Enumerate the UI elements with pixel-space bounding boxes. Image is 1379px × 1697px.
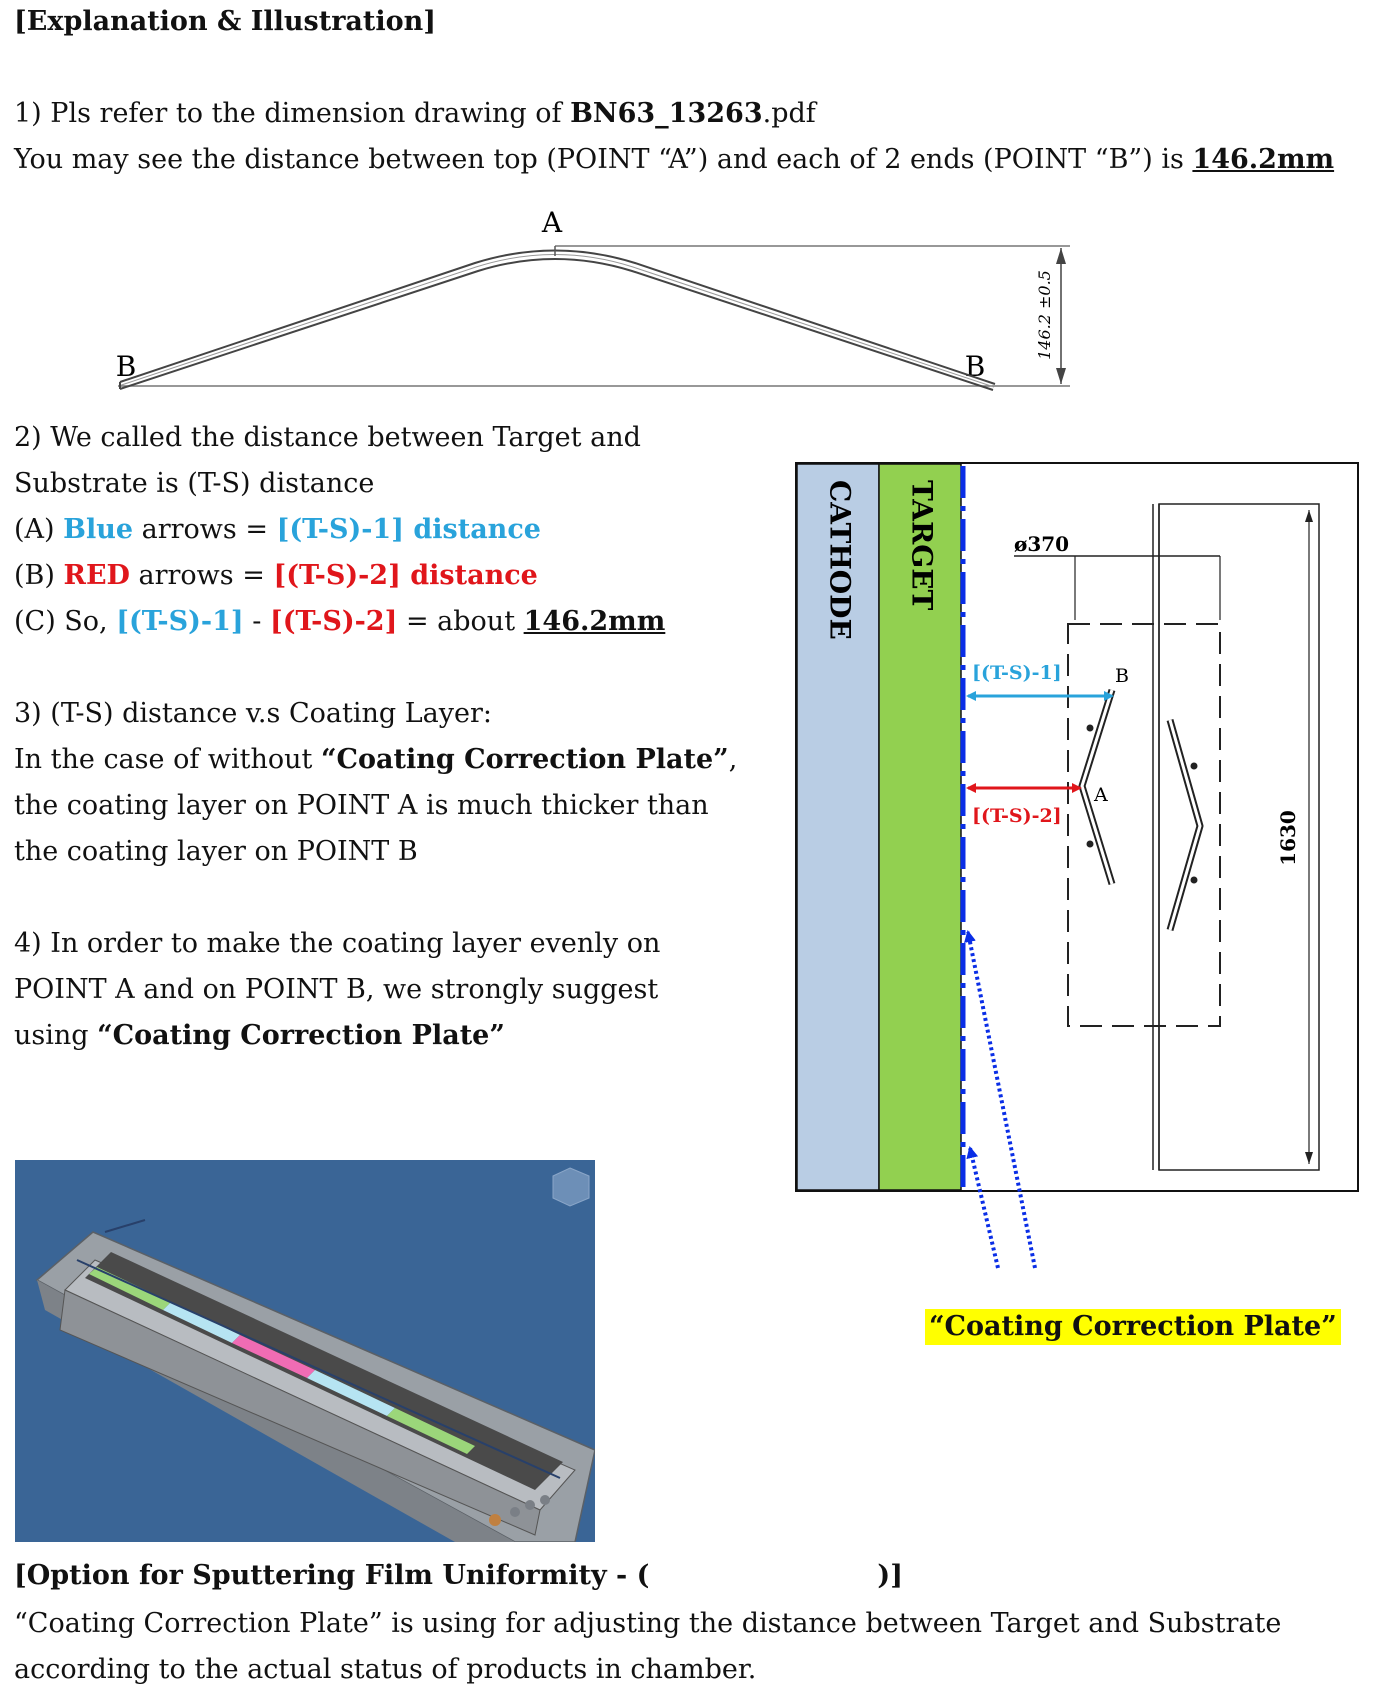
option-line2: according to the actual status of products in chamber.	[14, 1654, 757, 1685]
target-label: TARGET	[905, 480, 939, 611]
section2-item-b	[14, 560, 538, 592]
profile-drawing	[0, 200, 1379, 440]
item-b-term: [(T-S)-2] distance	[273, 560, 538, 591]
item-a-color-word: Blue	[63, 514, 134, 545]
section2-item-a	[14, 514, 541, 546]
section3-line2-suffix: ,	[728, 744, 738, 775]
section3-line4: the coating layer on POINT B	[14, 836, 418, 867]
item-c-term2: [(T-S)-2]	[269, 606, 398, 637]
cathode-3d-render	[15, 1160, 595, 1542]
section1-line2	[14, 144, 1334, 176]
item-a-term: [(T-S)-1] distance	[276, 514, 541, 545]
item-c-minus: -	[243, 606, 270, 637]
profile-dimension: 146.2 ±0.5	[1035, 270, 1054, 360]
item-b-color-word: RED	[63, 560, 130, 591]
ts1-label: [(T-S)-1]	[972, 662, 1062, 684]
cathode-label: CATHODE	[823, 480, 857, 640]
section3-line2-prefix: In the case of without	[14, 744, 321, 775]
section4-plate-name: “Coating Correction Plate”	[97, 1020, 505, 1051]
profile-label-a: A	[541, 206, 563, 239]
diagram-point-b: B	[1115, 665, 1129, 687]
distance-value: 146.2mm	[1192, 144, 1335, 175]
section1-line2-prefix: You may see the distance between top (POINT “A”) and each of 2 ends (POINT “B”) is	[14, 144, 1193, 175]
item-b-mid: arrows =	[129, 560, 274, 591]
item-a-prefix: (A)	[14, 514, 64, 545]
option-heading-prefix: [Option for Sputtering Film Uniformity - (	[14, 1560, 650, 1591]
option-heading-suffix: )]	[877, 1560, 903, 1591]
ts2-label: [(T-S)-2]	[972, 805, 1062, 827]
chamber-diagram	[790, 460, 1370, 1350]
option-line1: “Coating Correction Plate” is using for adjusting the distance between Target and Substrate	[14, 1608, 1282, 1639]
item-c-term1: [(T-S)-1]	[116, 606, 244, 637]
section3-line2	[14, 744, 737, 776]
section2-line1: 2) We called the distance between Target and	[14, 422, 641, 453]
item-a-mid: arrows =	[133, 514, 277, 545]
diameter-label: ø370	[1014, 532, 1070, 556]
diagram-point-a: A	[1094, 784, 1108, 806]
item-b-prefix: (B)	[14, 560, 64, 591]
page-heading: [Explanation & Illustration]	[14, 6, 437, 37]
section1-line1-prefix: 1) Pls refer to the dimension drawing of	[14, 98, 571, 129]
item-c-mid: = about	[397, 606, 524, 637]
length-label: 1630	[1276, 810, 1300, 866]
section3-plate-name: “Coating Correction Plate”	[320, 744, 729, 775]
section3-line3: the coating layer on POINT A is much thicker than	[14, 790, 709, 821]
section1-line1	[14, 98, 816, 130]
item-c-value: 146.2mm	[523, 606, 666, 637]
section2-line2: Substrate is (T-S) distance	[14, 468, 375, 499]
profile-label-b-right: B	[964, 350, 986, 383]
section4-line1: 4) In order to make the coating layer evenly on	[14, 928, 661, 959]
profile-label-b-left: B	[115, 350, 137, 383]
view-cube-icon	[553, 1168, 589, 1206]
section2-item-c	[14, 606, 665, 638]
section4-line2: POINT A and on POINT B, we strongly suggest	[14, 974, 659, 1005]
drawing-file-ext: .pdf	[762, 98, 816, 129]
section4-line3	[14, 1020, 505, 1052]
section4-line3-prefix: using	[14, 1020, 98, 1051]
section3-line1: 3) (T-S) distance v.s Coating Layer:	[14, 698, 492, 729]
drawing-filename: BN63_13263	[570, 98, 763, 129]
item-c-prefix: (C) So,	[14, 606, 117, 637]
plate-callout: “Coating Correction Plate”	[925, 1309, 1341, 1345]
option-heading	[14, 1560, 903, 1592]
